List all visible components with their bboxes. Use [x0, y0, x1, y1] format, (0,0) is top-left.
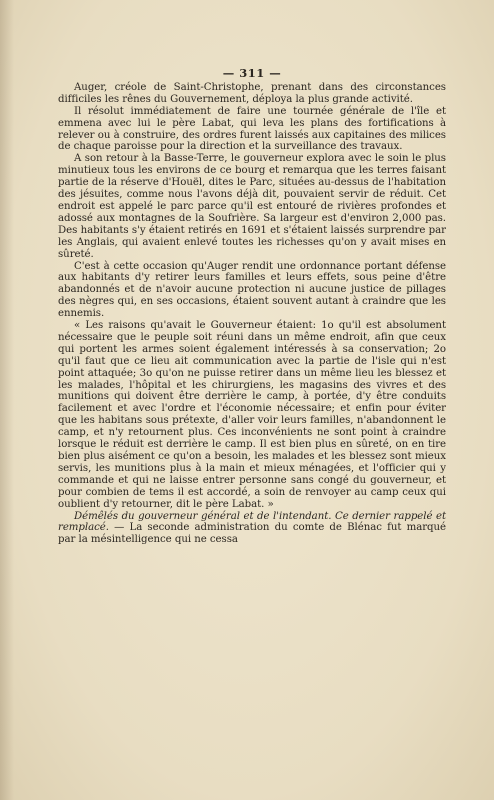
paragraph-2: Il résolut immédiatement de faire une tournée générale de l'île et emmena avec lui le père Labat, qui leva les plans des fortifications à relever ou à construire, des ordres furent laissés aux capitaines des milices de chaque paroisse pour la direction et la surveillance des travaux.: [58, 105, 446, 153]
paragraph-6: [58, 511, 446, 547]
page-text-block: [58, 68, 446, 546]
page-number: — 311 —: [222, 66, 282, 80]
paragraph-5-quote: « Les raisons qu'avait le Gouverneur étaient: 1o qu'il est absolument nécessaire que le peuple soit réuni dans un même endroit, afin que ceux qui portent les armes soient également intéressés à sa conservation; 2o qu'il faut que ce lieu ait communication avec la partie de l'isle qui n'est point attaquée; 3o qu'on ne puisse retirer dans un même lieu les blessez et les malades, l'hôpital et les chirurgiens, les magasins des vivres et des munitions qui doivent être derrière le camp, à portée, d'y être conduits facilement et avec l'ordre et l'économie nécessaire; et enfin pour éviter que les habitans sous prétexte, d'aller voir leurs familles, n'abandonnent le camp, et n'y retournent plus. Ces inconvénients ne sont point à craindre lorsque le réduit est derrière le camp. Il est bien plus en sûreté, on en tire bien plus aisément ce qu'on a besoin, les malades et les blessez sont mieux servis, les munitions plus à la main et mieux ménagées, et l'officier qui y commande et qui ne laisse entrer personne sans congé du gouverneur, et pour combien de tems il est accordé, a soin de renvoyer au camp ceux qui oublient d'y retourner, dit le père Labat. »: [58, 320, 446, 510]
section-heading-italic: Démêlés du gouverneur général et de l'intendant. Ce dernier rappelé et remplacé.: [58, 510, 446, 534]
paragraph-6-text: — La seconde administration du comte de Blénac fut marqué par la mésintelligence qui ne cessa: [58, 522, 446, 546]
paragraph-4: C'est à cette occasion qu'Auger rendit une ordonnance portant défense aux habitants d'y retirer leurs familles et leurs effets, sous peine d'être abandonnés et de n'avoir aucune protection ni aucune justice de pillages des nègres qui, en ses occasions, étaient souvent autant à craindre que les ennemis.: [58, 260, 446, 320]
paragraph-3: A son retour à la Basse-Terre, le gouverneur explora avec le soin le plus minutieux tous les environs de ce bourg et remarqua que les terres faisant partie de la réserve d'Houël, dites le Parc, situées au-dessus de l'habitation des jésuites, comme nous l'avons déjà dit, pouvaient servir de réduit. Cet endroit est appelé le parc parce qu'il est entouré de rivières profondes et adossé aux montagnes de la Soufrière. Sa largeur est d'environ 2,000 pas. Des habitants s'y étaient retirés en 1691 et s'étaient laissés surprendre par les Anglais, qui avaient enlevé toutes les richesses qu'on y avait mises en sûreté.: [58, 153, 446, 260]
paragraph-1: Auger, créole de Saint-Christophe, prenant dans des circonstances difficiles les rênes du Gouvernement, déploya la plus grande activité.: [58, 81, 446, 105]
spine-shadow: [0, 0, 14, 800]
